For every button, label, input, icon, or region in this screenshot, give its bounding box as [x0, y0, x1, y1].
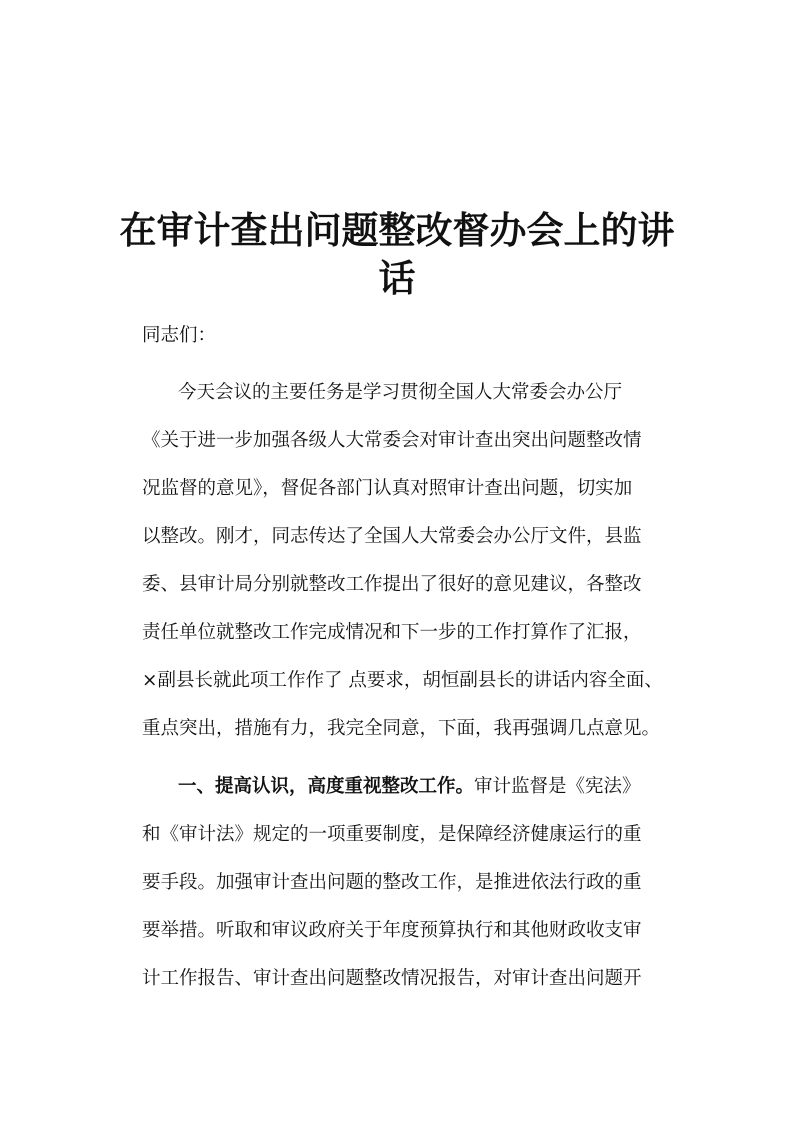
- paragraph-2-line: 要举措。听取和审议政府关于年度预算执行和其他财政收支审: [142, 920, 642, 941]
- paragraph-2-line: 要手段。加强审计查出问题的整改工作，是推进依法行政的重: [142, 872, 642, 893]
- paragraph-2-first-line: [178, 774, 641, 800]
- paragraph-1-line: 以整改。刚才，同志传达了全国人大常委会办公厅文件，县监: [142, 526, 642, 547]
- paragraph-1-line: 责任单位就整改工作完成情况和下一步的工作打算作了汇报，: [142, 622, 642, 643]
- document-title-line-2: 话: [378, 257, 416, 300]
- paragraph-2-line: 和《审计法》规定的一项重要制度，是保障经济健康运行的重: [142, 824, 642, 845]
- paragraph-1-line: ×副县长就此项工作作了 点要求，胡恒副县长的讲话内容全面、: [142, 670, 663, 691]
- paragraph-1-line: 《关于进一步加强各级人大常委会对审计查出突出问题整改情: [142, 430, 642, 451]
- section-heading: 一、提高认识，高度重视整改工作。: [178, 776, 475, 797]
- salutation: 同志们：: [142, 325, 217, 346]
- document-title-line-1: 在审计查出问题整改督办会上的讲: [119, 209, 675, 252]
- paragraph-1-line: 重点突出，措施有力，我完全同意，下面，我再强调几点意见。: [142, 718, 661, 739]
- paragraph-1-line: 委、县审计局分别就整改工作提出了很好的意见建议，各整改: [142, 574, 642, 595]
- paragraph-2-line: 计工作报告、审计查出问题整改情况报告，对审计查出问题开: [142, 968, 642, 989]
- paragraph-1-line: 况监督的意见》，督促各部门认真对照审计查出问题，切实加: [142, 478, 633, 499]
- paragraph-1-line: 今天会议的主要任务是学习贯彻全国人大常委会办公厅: [178, 382, 623, 403]
- paragraph-2-first-line-text: 审计监督是《宪法》: [474, 776, 641, 797]
